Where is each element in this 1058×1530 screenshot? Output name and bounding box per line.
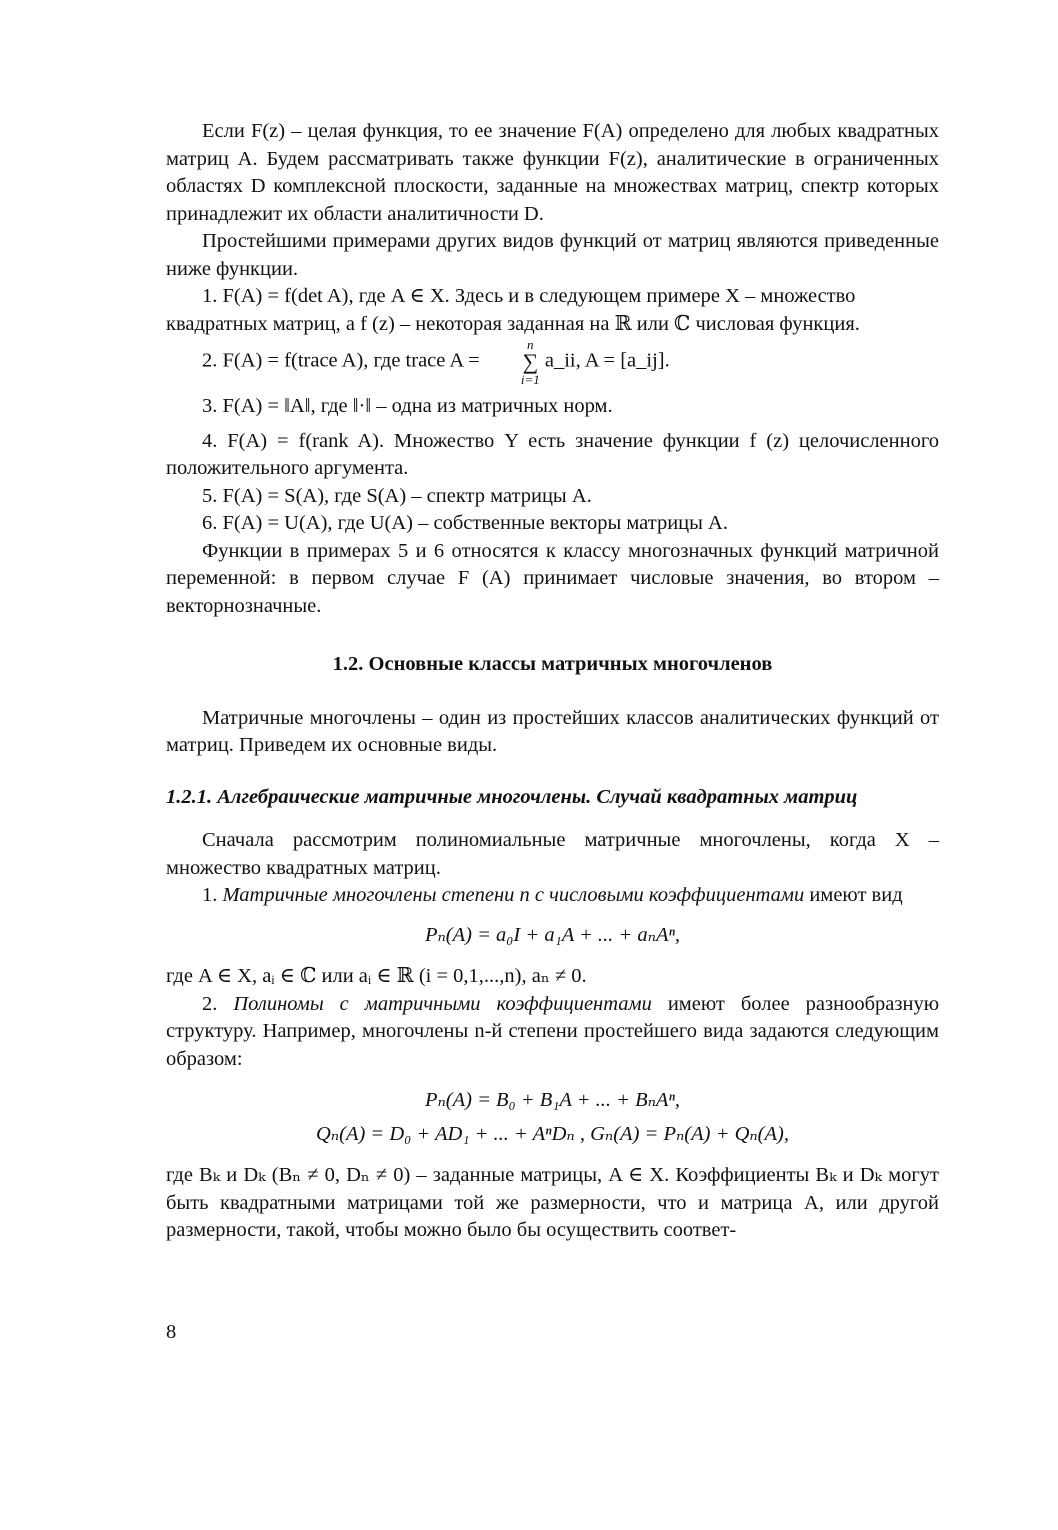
example-1-line-1: 1. F(A) = f(det A), где A ∈ X. Здесь и в следующем примере X – множество bbox=[202, 285, 856, 307]
formula-scalar-polynomial: Pₙ(A) = a₀I + a₁A + ... + aₙAⁿ, bbox=[424, 923, 681, 946]
example-3: 3. F(A) = ‖A‖, где ‖·‖ – одна из матричных норм. bbox=[202, 395, 613, 417]
paragraph-coefficients: где Bₖ и Dₖ (Bₙ ≠ 0, Dₙ ≠ 0) – заданные матрицы, A ∈ X. Коэффициенты Bₖ и Dₖ могут быть квадратными матрицами той же размерности, что и матрица A, или другой размерности, такой, чтобы можно было бы осуществить соответ- bbox=[166, 1164, 939, 1241]
paragraph-entire-function: Если F(z) – целая функция, то ее значение F(A) определено для любых квадратных матриц A. Будем рассматривать также функции F(z), аналитические в ограниченных областях D комплексной плоскости, заданные на множествах матриц, спектр которых принадлежит их области аналитичности D. bbox=[166, 120, 939, 225]
subsection-intro: Сначала рассмотрим полиномиальные матричные многочлены, когда X – множество квадратных матриц. bbox=[166, 829, 939, 879]
example-5: 5. F(A) = S(A), где S(A) – спектр матрицы A. bbox=[202, 484, 592, 507]
polynomial-type-1-term: Матричные многочлены степени n с числовыми коэффициентами bbox=[222, 884, 805, 906]
polynomial-type-2-term: Полиномы с матричными коэффициентами bbox=[233, 992, 652, 1015]
paragraph-multivalued: Функции в примерах 5 и 6 относятся к классу многозначных функций матричной переменной: в первом случае F (A) принимает числовые значения, во втором – векторнозначные. bbox=[166, 539, 939, 617]
formula-matrix-polynomial-q-g: Qₙ(A) = D₀ + AD₁ + ... + AⁿDₙ , Gₙ(A) = Pₙ(A) + Qₙ(A), bbox=[316, 1122, 789, 1145]
example-2 bbox=[166, 338, 939, 386]
text-body bbox=[166, 118, 939, 1245]
example-2-prefix: 2. F(A) = f(trace A), где trace A = bbox=[202, 349, 485, 372]
example-1-line-2: квадратных матриц, а f (z) – некоторая заданная на ℝ или ℂ числовая функция. bbox=[166, 312, 860, 335]
example-2-suffix: a_ii, A = [a_ij]. bbox=[539, 349, 670, 372]
section-intro: Матричные многочлены – один из простейших классов аналитических функций от матриц. Приведем их основные виды. bbox=[166, 706, 939, 756]
sum-upper-limit: n bbox=[527, 337, 534, 352]
formula-matrix-polynomial-p: Pₙ(A) = B₀ + B₁A + ... + BₙAⁿ, bbox=[424, 1089, 681, 1111]
polynomial-type-1: 1. Матричные многочлены степени n с числовыми коэффициентами имеют вид bbox=[202, 884, 903, 906]
paragraph-examples-intro: Простейшими примерами других видов функций от матриц являются приведенные ниже функции. bbox=[166, 230, 939, 280]
section-heading: 1.2. Основные классы матричных многочленов bbox=[332, 653, 773, 675]
subsection-heading: 1.2.1. Алгебраические матричные многочлены. Случай квадратных матриц bbox=[166, 785, 858, 808]
page-number: 8 bbox=[166, 1321, 177, 1343]
example-6: 6. F(A) = U(A), где U(A) – собственные векторы матрицы A. bbox=[202, 512, 728, 534]
polynomial-type-2: 2. Полиномы с матричными коэффициентами имеют более разнообразную структуру. Например, многочлены n-й степени простейшего вида задаются следующим образом: bbox=[166, 992, 940, 1070]
example-4: 4. F(A) = f(rank A). Множество Y есть значение функции f (z) целочисленного положительного аргумента. bbox=[166, 429, 939, 479]
formula-1-conditions: где A ∈ X, aᵢ ∈ ℂ или aᵢ ∈ ℝ (i = 0,1,...,n), aₙ ≠ 0. bbox=[166, 965, 587, 987]
sum-lower-limit: i=1 bbox=[520, 372, 540, 387]
sum-symbol: n ∑ i=1 bbox=[485, 338, 540, 386]
